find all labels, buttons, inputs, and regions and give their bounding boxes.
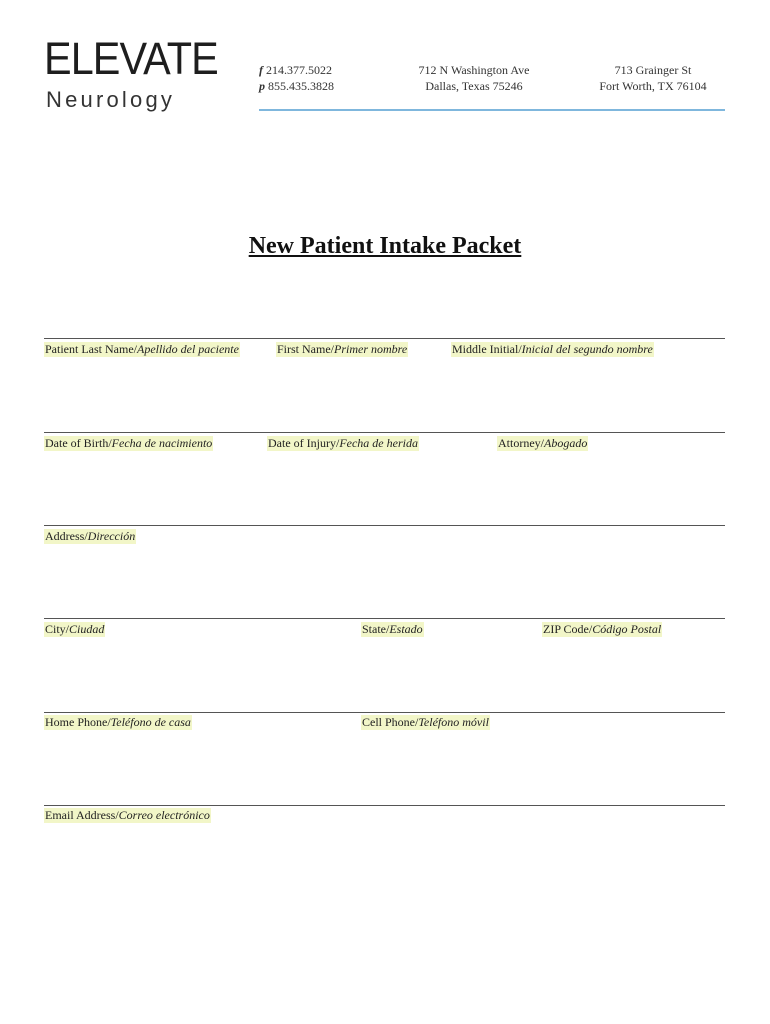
home-phone-field[interactable]: Home Phone/Teléfono de casa [45,715,191,729]
logo-wordmark: ELEVATE [44,33,218,84]
fax-prefix: f [259,63,263,77]
logo-subtitle: Neurology [46,87,176,112]
address-line: Fort Worth, TX 76104 [599,79,707,93]
attorney-field[interactable]: Attorney/Abogado [498,436,588,450]
date-of-injury-field[interactable]: Date of Injury/Fecha de herida [268,436,418,450]
field-divider [44,805,725,806]
field-divider [44,525,725,526]
cell-phone-field[interactable]: Cell Phone/Teléfono móvil [362,715,489,729]
phone-block [259,62,334,94]
first-name-field[interactable]: First Name/Primer nombre [277,342,408,356]
field-divider [44,712,725,713]
fort-worth-address [588,62,718,94]
header-divider [259,109,725,111]
address-line: 712 N Washington Ave [418,63,530,77]
phone-prefix: p [259,79,265,93]
fax-number: 214.377.5022 [266,63,332,77]
address-line: Dallas, Texas 75246 [425,79,523,93]
address-line: 713 Grainger St [614,63,692,77]
page-title: New Patient Intake Packet [248,233,522,259]
field-divider [44,618,725,619]
field-divider [44,338,725,339]
field-divider [44,432,725,433]
company-logo [44,33,218,114]
email-field[interactable]: Email Address/Correo electrónico [45,808,210,822]
zip-code-field[interactable]: ZIP Code/Código Postal [543,622,662,636]
address-field[interactable]: Address/Dirección [45,529,136,543]
dallas-address [400,62,548,94]
last-name-field[interactable]: Patient Last Name/Apellido del paciente [45,342,239,356]
state-field[interactable]: State/Estado [362,622,423,636]
middle-initial-field[interactable]: Middle Initial/Inicial del segundo nombre [452,342,653,356]
date-of-birth-field[interactable]: Date of Birth/Fecha de nacimiento [45,436,213,450]
city-field[interactable]: City/Ciudad [45,622,105,636]
phone-number: 855.435.3828 [268,79,334,93]
